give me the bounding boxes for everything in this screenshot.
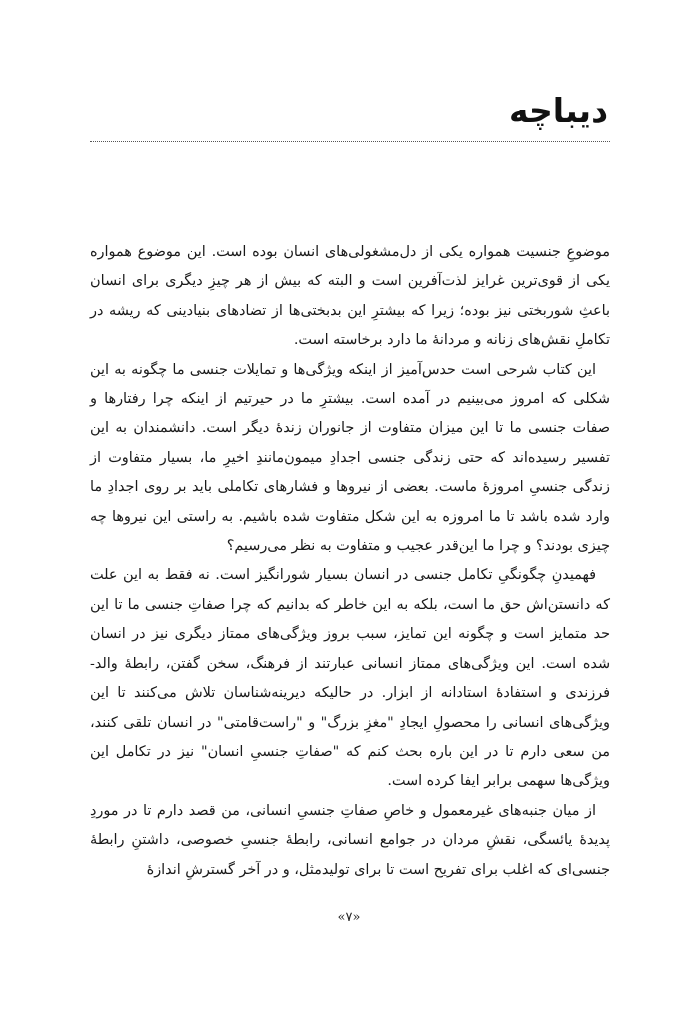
paragraph: فهمیدنِ چگونگیِ تکامل جنسی در انسان بسیار شورانگیز است. نه فقط به این علت که دانستن‌اش حق ما است، بلکه به این خاطر که بدانیم که چرا صفاتِ جنسی ما تا این حد متمایز است و چگونه این تمایز، سبب بروز ویژگی‌های ممتاز دیگری نیز در انسان شده است. این ویژگی‌های ممتاز انسانی عبارتند از فرهنگ، سخن گفتن، رابطهٔ والد-فرزندی و استفادهٔ استادانه از ابزار. در حالیکه دیرینه‌شناسان تلاش می‌کنند تا این ویژگی‌های انسانی را محصولِ ایجادِ "مغزِ بزرگ" و "راست‌قامتی" در انسان تلقی کنند، من سعی دارم تا در این باره بحث کنم که "صفاتِ جنسیِ انسان" نیز در تکامل این ویژگی‌ها سهمی برابر ایفا کرده است. bbox=[90, 567, 610, 790]
chapter-heading: دیباچه bbox=[509, 91, 608, 130]
body-text bbox=[90, 238, 610, 885]
paragraph: موضوعِ جنسیت همواره یکی از دل‌مشغولی‌های انسان بوده است. این موضوع همواره یکی از قوی‌ترین غرایز لذت‌آفرین است و البته که بیش از هر چیزِ دیگری برای انسان باعثِ شوربختی نیز بوده؛ زیرا که بیشترِ این بدبختی‌ها از تضادهای بنیادینی که ریشه در تکاملِ نقش‌های زنانه و مردانهٔ ما دارد برخاسته است. bbox=[90, 244, 610, 349]
page-number: «۷» bbox=[337, 910, 361, 925]
dotted-divider bbox=[90, 141, 610, 142]
paragraph: از میان جنبه‌های غیرمعمول و خاصِ صفاتِ جنسیِ انسانی، من قصد دارم تا در موردِ پدیدهٔ یائسگی، نقشِ مردان در جوامع انسانی، رابطهٔ جنسیِ خصوصی، داشتنِ رابطهٔ جنسی‌ای که اغلب برای تفریح است تا برای تولیدمثل، و در آخر گسترشِ اندازهٔ bbox=[90, 802, 610, 878]
paragraph: این کتاب شرحی است حدس‌آمیز از اینکه ویژگی‌ها و تمایلات جنسی ما چگونه به این شکلی که امروز می‌بینیم در آمده است. بیشترِ ما در حیرتیم از اینکه چرا رفتارها و صفات جنسی ما تا این میزان متفاوت از جانوران زندهٔ دیگر است. دانشمندان به این تفسیر رسیده‌اند که حتی زندگی جنسی اجدادِ میمون‌مانندِ اخیرِ ما، بسیار متفاوت از زندگی جنسیِ امروزهٔ ماست. بعضی از نیروها و فشارهای تکاملی باید بر روی اجدادِ ما وارد شده باشد تا ما امروزه به این شکل متفاوت شده باشیم. به راستی این نیروها چه چیزی بودند؟ و چرا ما این‌قدر عجیب و متفاوت به نظر می‌رسیم؟ bbox=[90, 361, 610, 555]
